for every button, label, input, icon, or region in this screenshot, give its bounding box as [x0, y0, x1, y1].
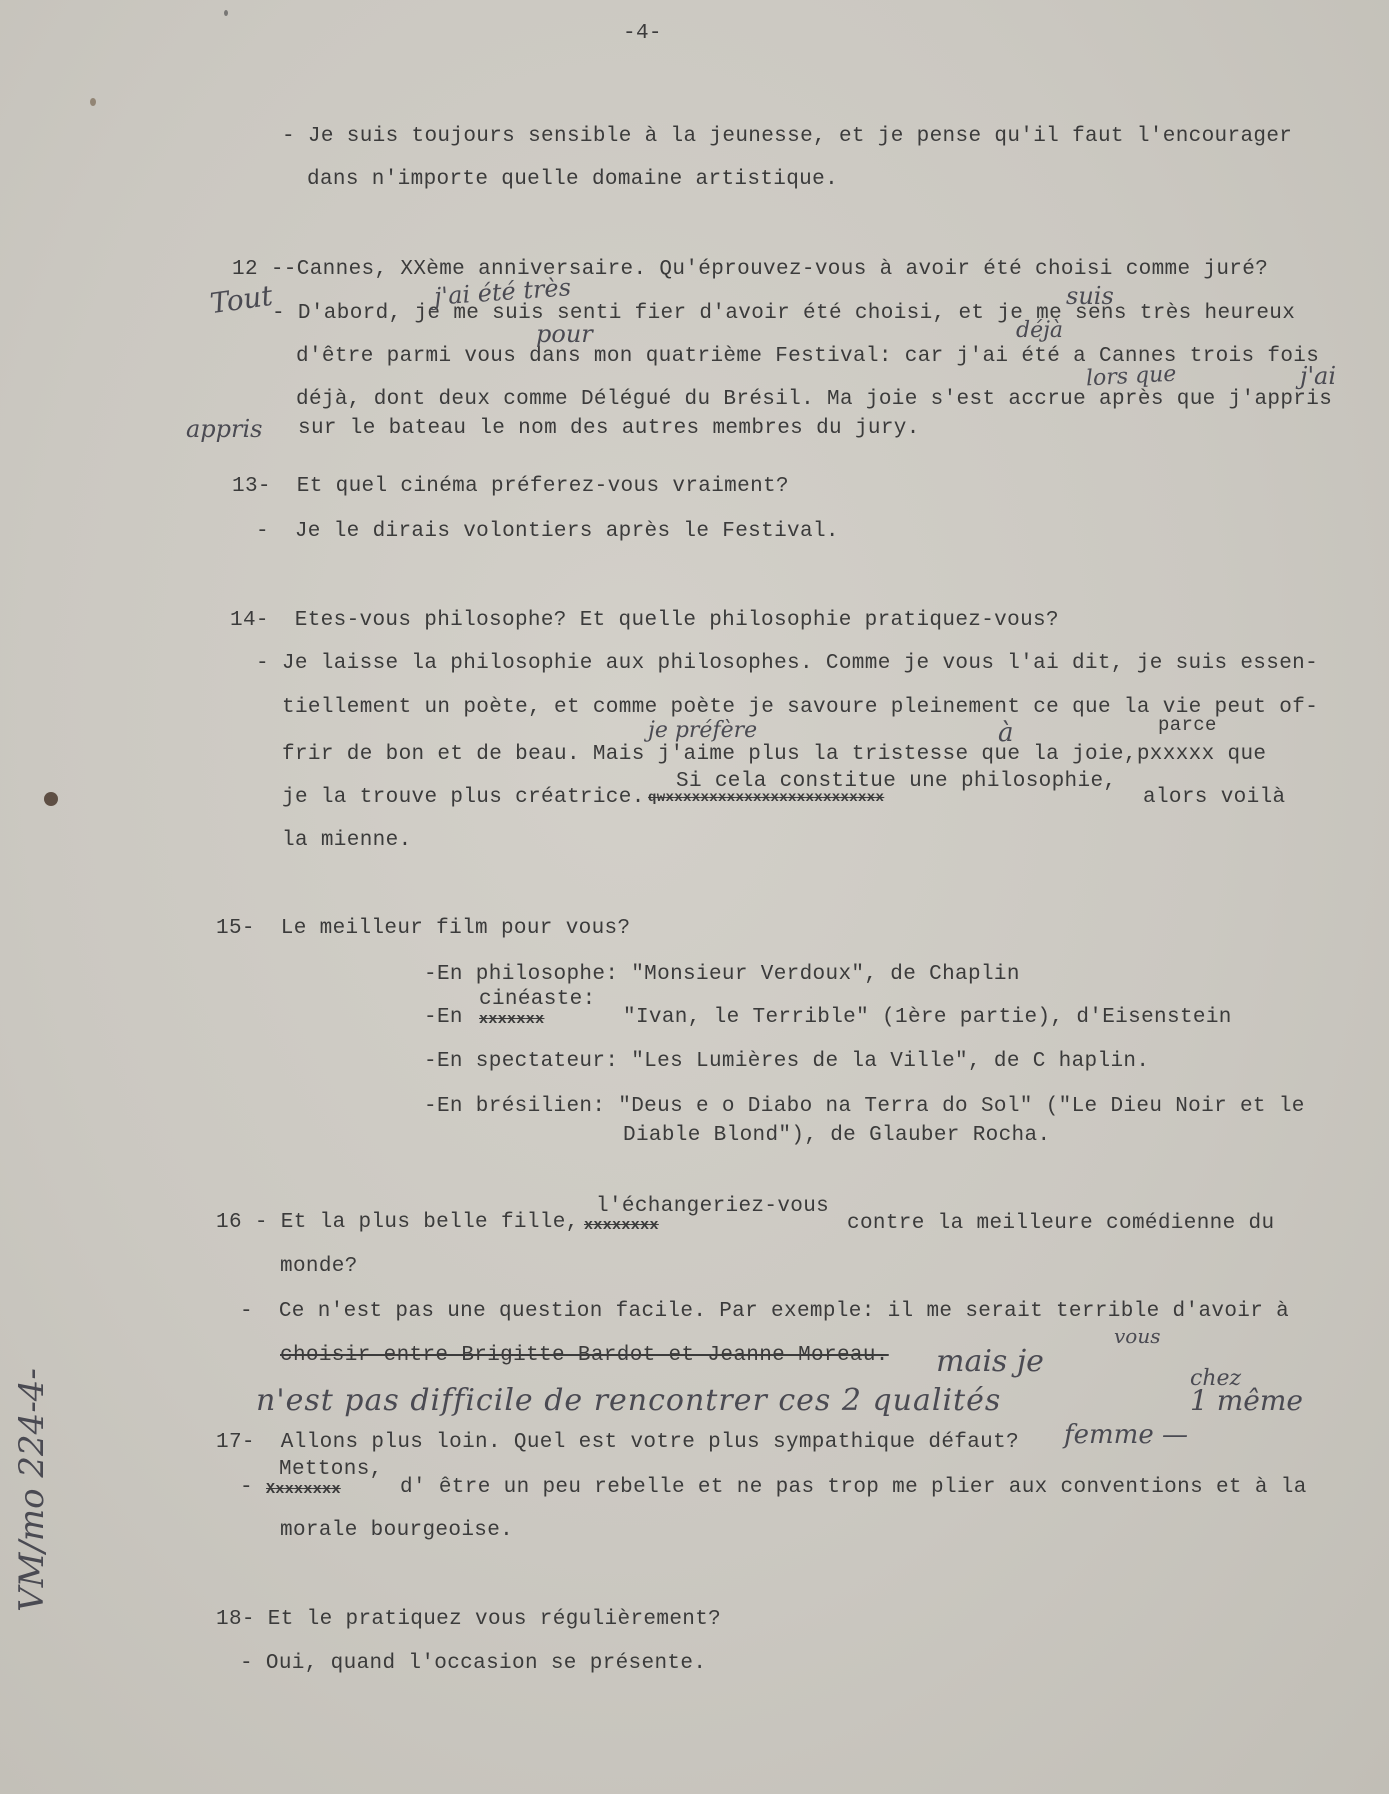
q15-list-item: "Ivan, le Terrible" (1ère partie), d'Eisenstein	[623, 1006, 1232, 1029]
handwritten-note: déjà	[1016, 318, 1064, 343]
handwritten-note: chez	[1190, 1366, 1242, 1391]
q16-struck-text: xxxxxxxx	[584, 1217, 659, 1234]
q17-struck-text: Xxxxxxxx	[266, 1481, 341, 1498]
q14-answer-line: je la trouve plus créatrice.	[282, 786, 645, 809]
handwritten-note: je préfère	[648, 718, 758, 743]
q17-answer-line: d' être un peu rebelle et ne pas trop me plier aux conventions et à la	[400, 1476, 1307, 1499]
handwritten-note: Tout	[208, 278, 275, 321]
q15-insert: cinéaste:	[479, 988, 596, 1011]
q12-answer-line: déjà, dont deux comme Délégué du Brésil. Ma joie s'est accrue après que j'appris	[296, 388, 1333, 411]
q14-insert: Si cela constitue une philosophie,	[676, 770, 1117, 793]
q12-answer-line: sur le bateau le nom des autres membres du jury.	[298, 417, 920, 440]
q16-question: 16 - Et la plus belle fille,	[216, 1211, 579, 1234]
q17-question: 17- Allons plus loin. Quel est votre plus sympathique défaut?	[216, 1431, 1020, 1454]
q12-question: 12 --Cannes, XXème anniversaire. Qu'éprouvez-vous à avoir été choisi comme juré?	[232, 258, 1269, 281]
q12-answer-line: - D'abord, je me suis senti fier d'avoir été choisi, et je me sens très heureux	[272, 302, 1296, 325]
q12-answer-line: d'être parmi vous dans mon quatrième Festival: car j'ai été a Cannes trois fois	[296, 345, 1320, 368]
q11-answer-line: dans n'importe quelle domaine artistique.	[307, 168, 839, 191]
handwritten-note: j'ai été très	[433, 273, 572, 311]
ink-spot	[44, 792, 58, 806]
q18-question: 18- Et le pratiquez vous régulièrement?	[216, 1608, 722, 1631]
page-number: -4-	[623, 22, 662, 45]
q15-list-item: Diable Blond"), de Glauber Rocha.	[623, 1124, 1051, 1147]
q15-list-item: -En brésilien: "Deus e o Diabo na Terra do Sol" ("Le Dieu Noir et le	[424, 1095, 1305, 1118]
q14-insert: parce	[1158, 714, 1217, 736]
q16-answer-line: choisir entre Brigitte Bardot et Jeanne Moreau.	[280, 1344, 889, 1367]
margin-reference: VM/mo 224-4-	[11, 1368, 52, 1612]
handwritten-note: vous	[1114, 1324, 1161, 1348]
handwritten-note: pour	[536, 320, 593, 348]
q17-answer-line: -	[240, 1476, 266, 1499]
q14-answer-line: alors voilà	[1143, 786, 1286, 809]
handwritten-note: 1 même	[1190, 1384, 1303, 1417]
ink-spot	[90, 98, 96, 106]
q16-question: monde?	[280, 1255, 358, 1278]
handwritten-note: appris	[186, 415, 263, 443]
q13-question: 13- Et quel cinéma préferez-vous vraiment?	[232, 475, 789, 498]
q16-answer-line: - Ce n'est pas une question facile. Par exemple: il me serait terrible d'avoir à	[240, 1300, 1290, 1323]
q14-answer-line: tiellement un poète, et comme poète je savoure pleinement ce que la vie peut of-	[282, 696, 1319, 719]
q14-struck-text: qwxxxxxxxxxxxxxxxxxxxxxxxxx	[648, 790, 885, 806]
q17-answer-line: morale bourgeoise.	[280, 1519, 514, 1542]
handwritten-note: femme —	[1064, 1420, 1188, 1450]
q15-list-item: -En	[424, 1006, 463, 1029]
handwritten-note: mais je	[936, 1344, 1044, 1379]
q16-question: contre la meilleure comédienne du	[847, 1212, 1275, 1235]
handwritten-note: à	[998, 718, 1014, 748]
q15-struck-text: xxxxxxx	[479, 1011, 545, 1028]
q17-insert: Mettons,	[279, 1458, 383, 1481]
q14-answer-line: - Je laisse la philosophie aux philosophes. Comme je vous l'ai dit, je suis essen-	[256, 652, 1319, 675]
q14-answer-line: frir de bon et de beau. Mais j'aime plus la tristesse que la joie,pxxxxx que	[282, 743, 1267, 766]
ink-spot	[224, 10, 228, 16]
q13-answer: - Je le dirais volontiers après le Festival.	[256, 520, 839, 543]
q14-question: 14- Etes-vous philosophe? Et quelle philosophie pratiquez-vous?	[230, 609, 1059, 632]
q14-answer-line: la mienne.	[282, 829, 412, 852]
q15-list-item: -En philosophe: "Monsieur Verdoux", de Chaplin	[424, 963, 1020, 986]
handwritten-note: n'est pas difficile de rencontrer ces 2 qualités	[256, 1383, 1002, 1418]
q15-list-item: -En spectateur: "Les Lumières de la Ville", de C haplin.	[424, 1050, 1150, 1073]
handwritten-note: lors que	[1085, 361, 1177, 392]
q15-question: 15- Le meilleur film pour vous?	[216, 917, 631, 940]
handwritten-note: suis	[1066, 282, 1114, 310]
q16-insert: l'échangeriez-vous	[596, 1195, 830, 1218]
q11-answer-line: - Je suis toujours sensible à la jeunesse, et je pense qu'il faut l'encourager	[282, 125, 1293, 148]
q18-answer: - Oui, quand l'occasion se présente.	[240, 1652, 707, 1675]
handwritten-note: j'ai	[1300, 362, 1337, 390]
